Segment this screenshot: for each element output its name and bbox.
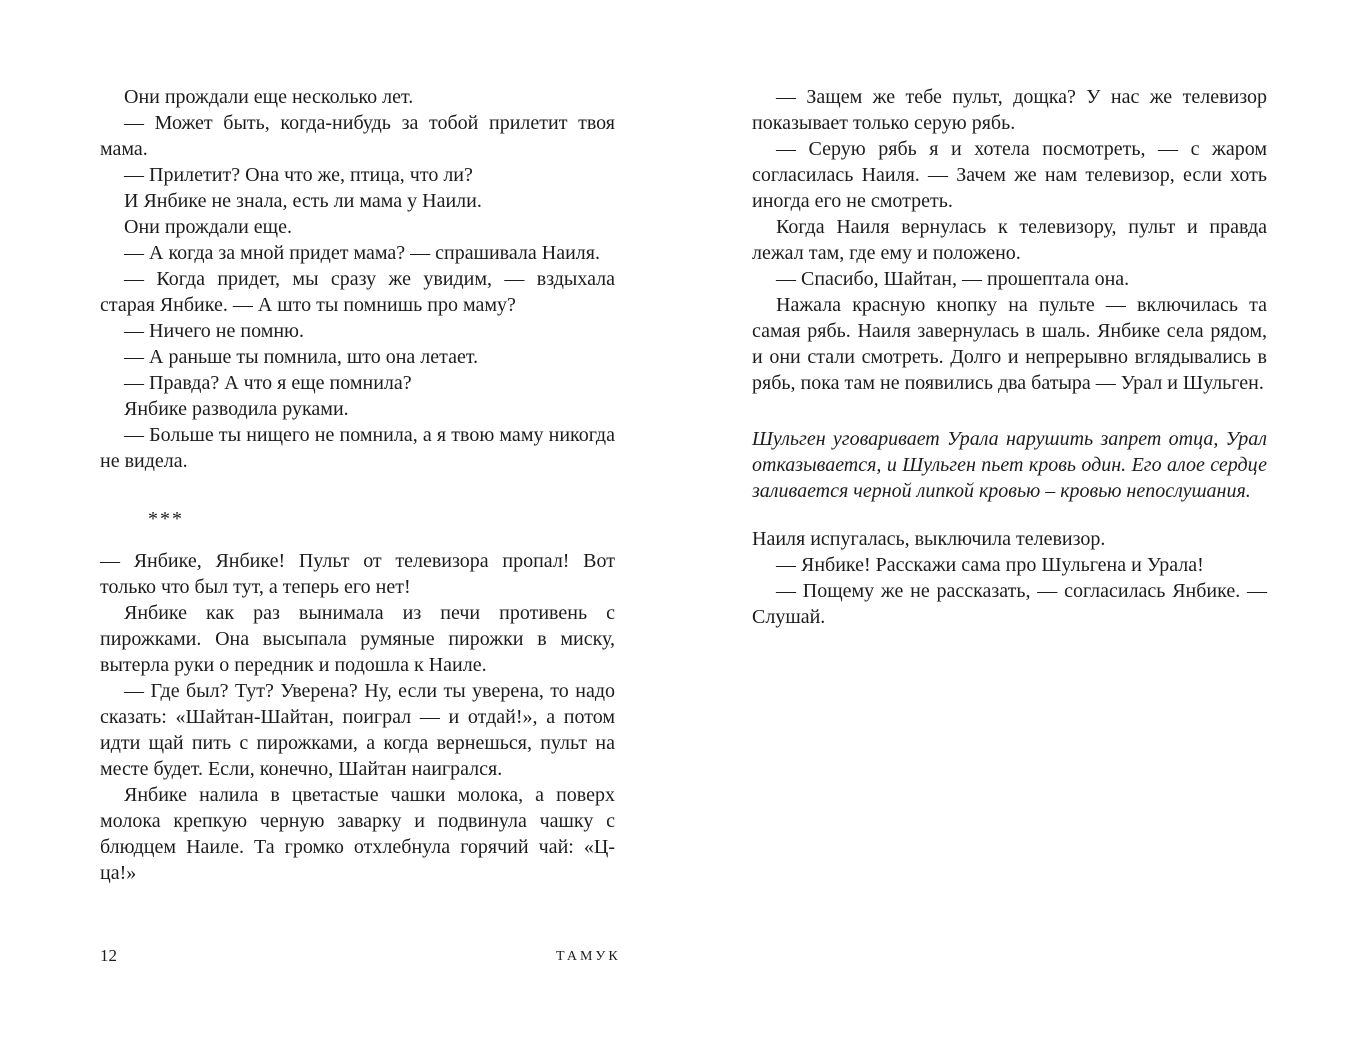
section-separator: *** xyxy=(148,508,184,530)
paragraph: — Когда придет, мы сразу же увидим, — вздыхала старая Янбике. — А што ты помнишь про маму? xyxy=(100,268,615,316)
paragraph: Янбике налила в цветастые чашки молока, а поверх молока крепкую черную заварку и подвинула чашку с блюдцем Наиле. Та громко отхлебнула горячий чай: «Ц-ца!» xyxy=(100,784,615,884)
paragraph: Нажала красную кнопку на пульте — включилась та самая рябь. Наиля завернулась в шаль. Янбике села рядом, и они стали смотреть. Долго и непрерывно вглядывались в рябь, пока там не появились два батыра — Урал и Шульген. xyxy=(752,294,1267,394)
paragraph: — Где был? Тут? Уверена? Ну, если ты уверена, то надо сказать: «Шайтан-Шайтан, поиграл — и отдай!», а потом идти щай пить с пирожками, а когда вернешься, пульт на месте будет. Если, конечно, Шайтан наигрался. xyxy=(100,680,615,780)
paragraph: — Пощему же не рассказать, — согласилась Янбике. — Слушай. xyxy=(752,580,1267,628)
paragraph: Они прождали еще. xyxy=(124,216,292,238)
page-number: 12 xyxy=(100,946,117,965)
synopsis-paragraph: Шульген уговаривает Урала нарушить запрет отца, Урал отказывается, и Шульген пьет кровь один. Его алое сердце заливается черной липкой кровью – кровью непослушания. xyxy=(752,428,1267,502)
paragraph: — Янбике! Расскажи сама про Шульгена и Урала! xyxy=(776,554,1204,576)
paragraph: — Ничего не помню. xyxy=(124,320,304,342)
paragraph: — Спасибо, Шайтан, — прошептала она. xyxy=(776,268,1130,290)
running-title: ТАМУК xyxy=(556,949,621,964)
text-block xyxy=(100,84,1267,886)
paragraph: И Янбике не знала, есть ли мама у Наили. xyxy=(124,190,482,212)
paragraph: Они прождали еще несколько лет. xyxy=(124,86,414,108)
right-column xyxy=(752,84,1267,886)
paragraph: Когда Наиля вернулась к телевизору, пульт и правда лежал там, где ему и положено. xyxy=(752,216,1267,264)
paragraph: Наиля испугалась, выключила телевизор. xyxy=(752,528,1106,550)
paragraph: — Больше ты нищего не помнила, а я твою маму никогда не видела. xyxy=(100,424,615,472)
paragraph: — А когда за мной придет мама? — спрашивала Наиля. xyxy=(124,242,600,264)
left-column xyxy=(100,84,615,886)
paragraph: — А раньше ты помнила, што она летает. xyxy=(124,346,479,368)
paragraph: Янбике разводила руками. xyxy=(124,398,349,420)
paragraph: — Может быть, когда-нибудь за тобой прилетит твоя мама. xyxy=(100,112,615,160)
paragraph: Янбике как раз вынимала из печи противень с пирожками. Она высыпала румяные пирожки в миску, вытерла руки о передник и подошла к Наиле. xyxy=(100,602,615,676)
paragraph: — Прилетит? Она что же, птица, что ли? xyxy=(124,164,473,186)
paragraph: — Янбике, Янбике! Пульт от телевизора пропал! Вот только что был тут, а теперь его нет! xyxy=(100,550,615,598)
paragraph: — Правда? А что я еще помнила? xyxy=(124,372,412,394)
paragraph: — Защем же тебе пульт, дощка? У нас же телевизор показывает только серую рябь. xyxy=(752,86,1267,134)
paragraph: — Серую рябь я и хотела посмотреть, — с жаром согласилась Наиля. — Зачем же нам телевизор, если хоть иногда его не смотреть. xyxy=(752,138,1267,212)
